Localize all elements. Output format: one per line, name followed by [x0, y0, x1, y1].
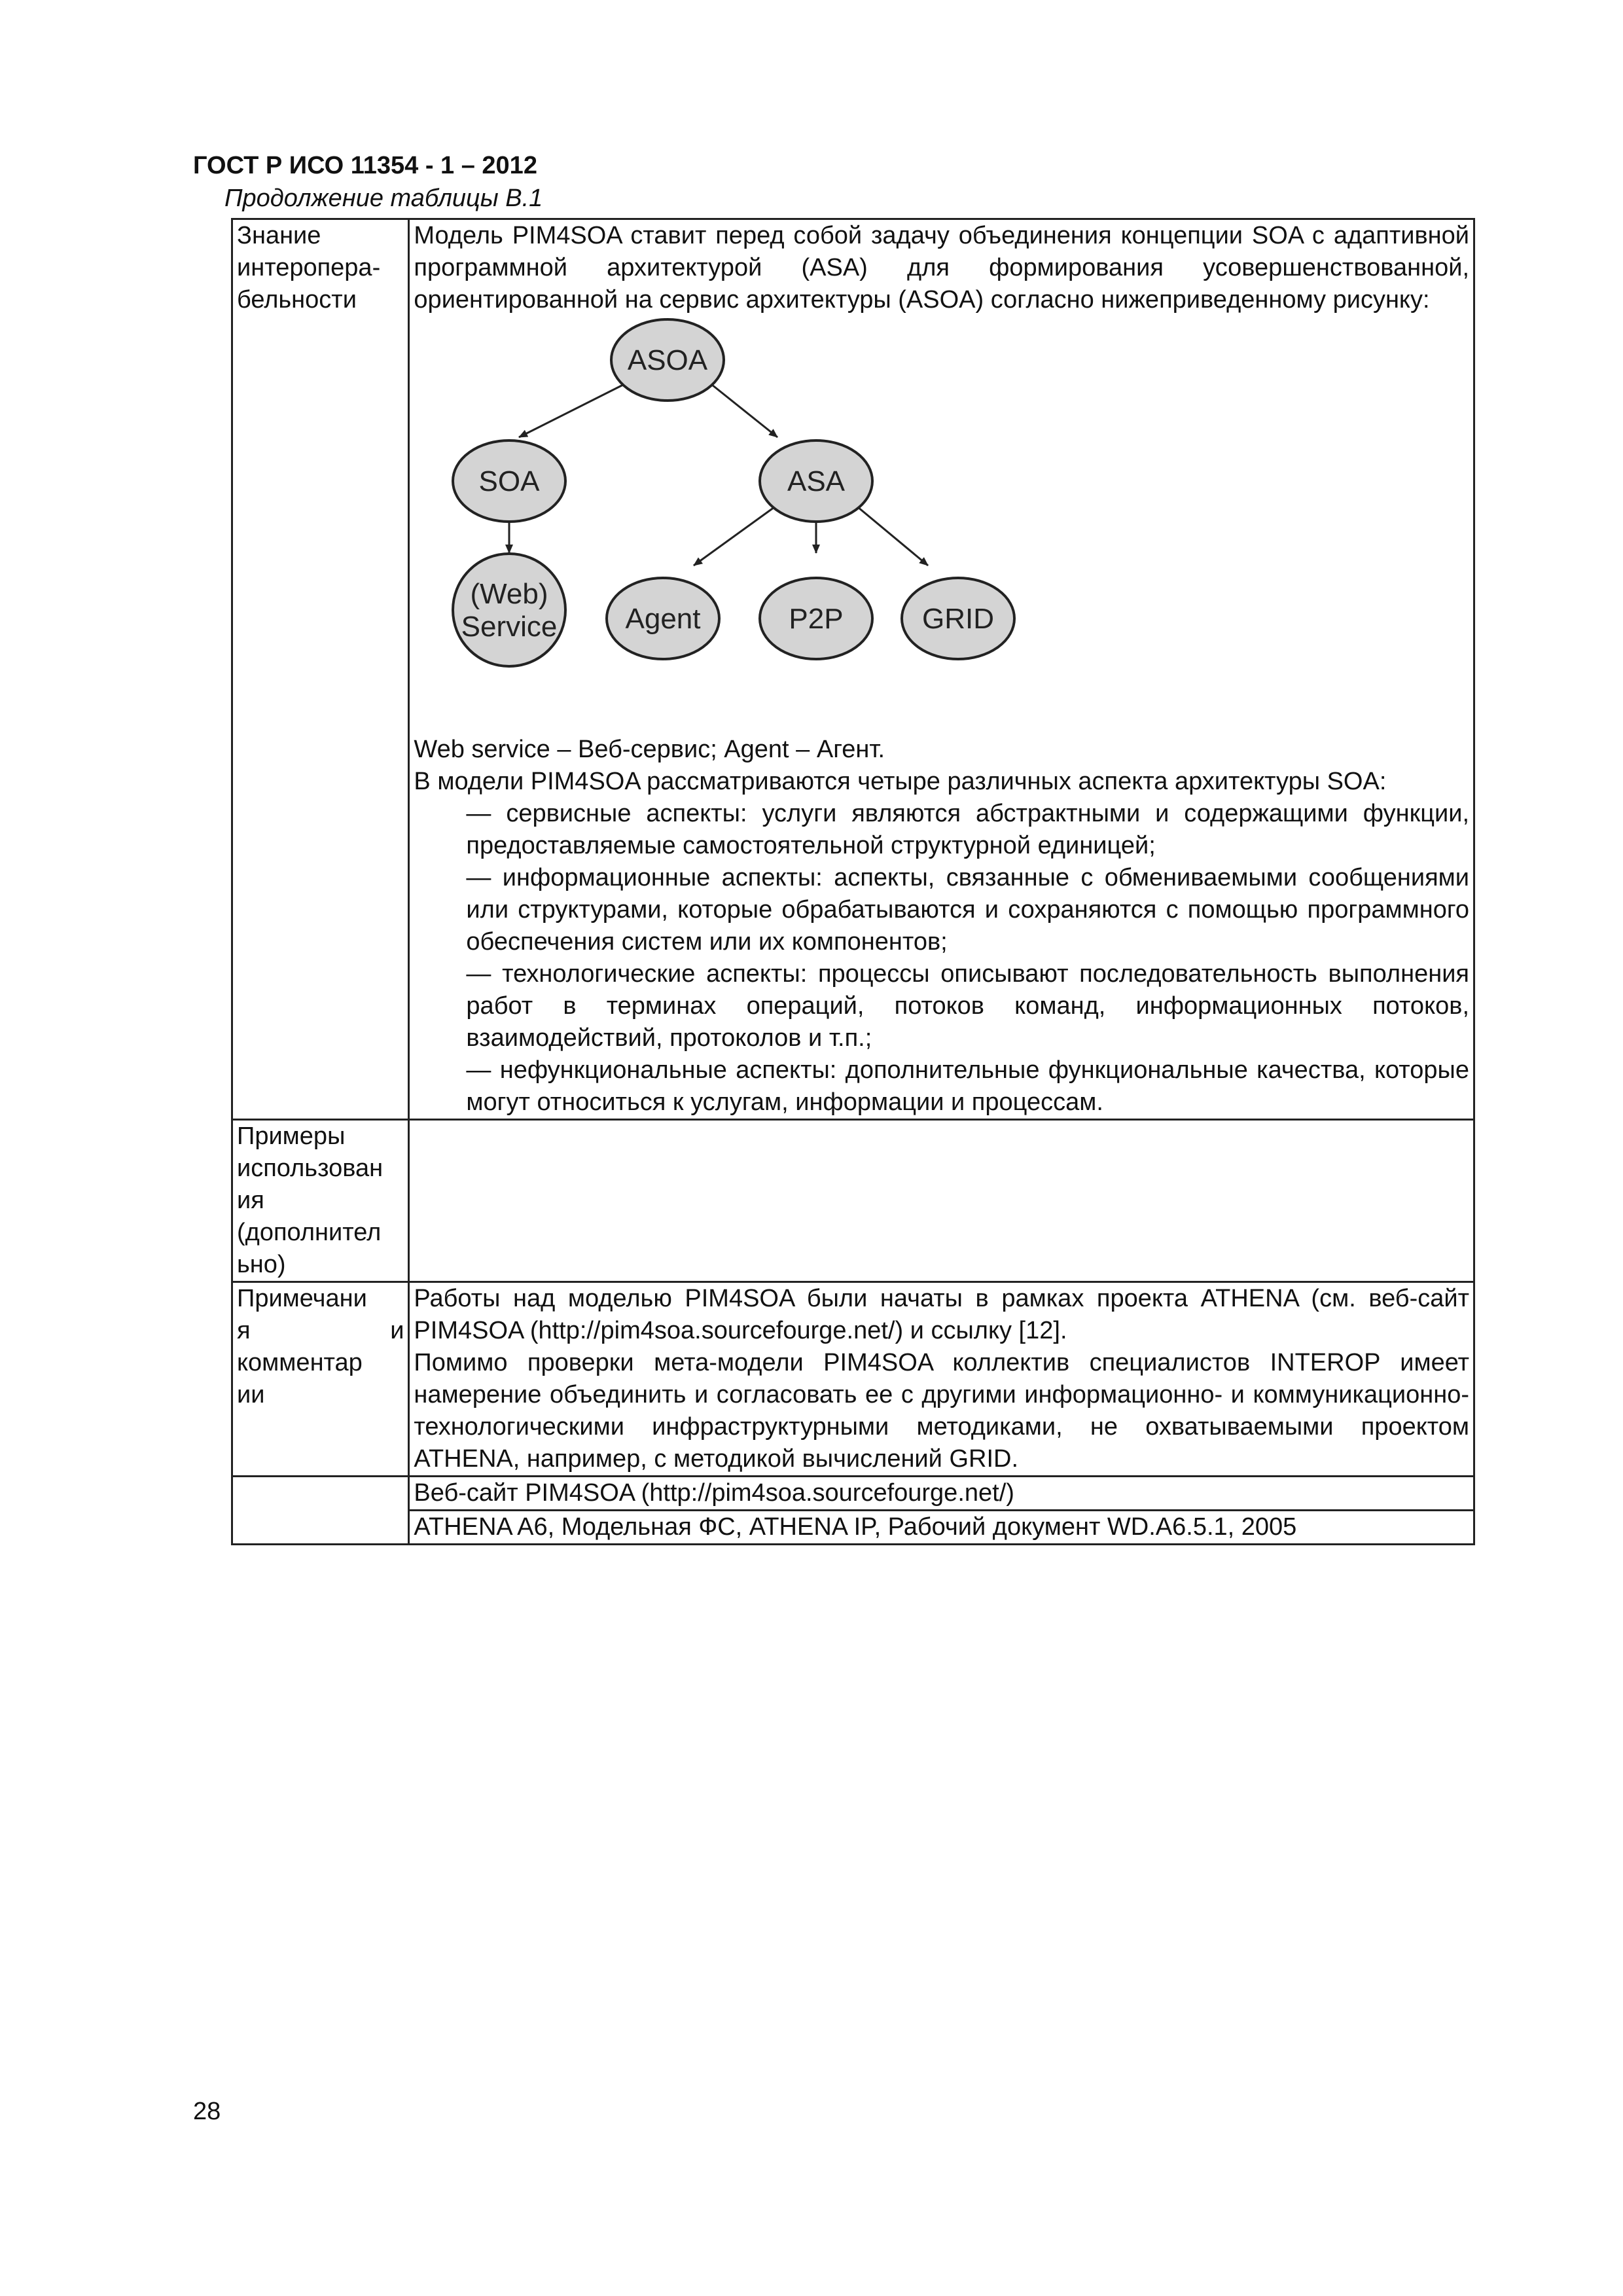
- row-label-line: ии: [237, 1381, 265, 1408]
- reference-cell: ATHENA A6, Модельная ФС, ATHENA IP, Рабочий документ WD.A6.5.1, 2005: [409, 1511, 1474, 1545]
- aspect-item: — информационные аспекты: аспекты, связанные с обмениваемыми сообщениями или структурами, которые обрабатываются и сохраняются с помощью программного обеспечения систем или их компонентов;: [466, 864, 1469, 956]
- aspect-item: — сервисные аспекты: услуги являются абстрактными и содержащими функции, предоставляемые самостоятельной структурной единицей;: [466, 800, 1469, 859]
- row-label-line: ьно): [237, 1251, 286, 1278]
- row-label-line: Примеры: [237, 1122, 346, 1150]
- row-label-line: (дополнител: [237, 1219, 382, 1246]
- row-label-line: Знание: [237, 222, 321, 249]
- page-number: 28: [193, 2098, 221, 2125]
- document-header: ГОСТ Р ИСО 11354 - 1 – 2012: [193, 152, 537, 179]
- row-label-line: комментар: [237, 1349, 363, 1376]
- node-web-label-1: (Web): [470, 578, 548, 610]
- row-label-cell: [232, 1282, 409, 1477]
- table-caption: Продолжение таблицы В.1: [224, 185, 543, 212]
- table-row-reference-1: [232, 1477, 1474, 1511]
- aspect-item: — нефункциональные аспекты: дополнительные функциональные качества, которые могут относиться к услугам, информации и процессам.: [466, 1056, 1469, 1116]
- row-label-line-split: [237, 1315, 404, 1347]
- row-content-cell: [409, 219, 1474, 1120]
- row-label-line: бельности: [237, 286, 357, 314]
- aspects-intro: В модели PIM4SOA рассматриваются четыре различных аспекта архитектуры SOA:: [414, 768, 1387, 795]
- architecture-diagram-svg: [410, 317, 1464, 730]
- notes-paragraph-2: Помимо проверки мета-модели PIM4SOA коллектив специалистов INTEROP имеет намерение объединить и согласовать ее с другими информационно- и коммуникационно-технологическими инфраструктурными методиками, не охватываемыми проектом ATHENA, например, с методикой вычислений GRID.: [414, 1349, 1469, 1473]
- edge-asoa-asa: [712, 385, 777, 437]
- diagram-legend: Web service – Веб-сервис; Agent – Агент.: [414, 736, 885, 763]
- row-label-cell-empty: [232, 1477, 409, 1545]
- table-row-reference-2: [232, 1511, 1474, 1545]
- row-label-line: интеропера-: [237, 254, 381, 281]
- edge-asa-agent: [694, 504, 779, 565]
- node-web-service: [453, 554, 565, 666]
- table-row-interoperability-knowledge: [232, 219, 1474, 1120]
- architecture-diagram: [410, 317, 1464, 730]
- notes-paragraph-1: Работы над моделью PIM4SOA были начаты в рамках проекта ATHENA (см. веб-сайт PIM4SOA (http://pim4soa.sourcefourge.net/) и ссылку [12].: [414, 1285, 1469, 1344]
- reference-cell: Веб-сайт PIM4SOA (http://pim4soa.sourcefourge.net/): [409, 1477, 1474, 1511]
- row-label-line: ия: [237, 1187, 264, 1214]
- row-label-cell: [232, 219, 409, 1120]
- edge-asa-grid: [854, 504, 928, 565]
- row-content-cell-empty: [409, 1120, 1474, 1282]
- row-label-line: использован: [237, 1155, 383, 1182]
- table-row-usage-examples: [232, 1120, 1474, 1282]
- node-grid-label: GRID: [922, 603, 995, 635]
- row-label-line: Примечани: [237, 1285, 367, 1312]
- row-content-cell: [409, 1282, 1474, 1477]
- node-agent-label: Agent: [625, 603, 701, 635]
- aspect-item: — технологические аспекты: процессы описывают последовательность выполнения работ в терминах операций, потоков команд, информационных потоков, взаимодействий, протоколов и т.п.;: [466, 960, 1469, 1052]
- node-asa-label: ASA: [787, 465, 846, 497]
- node-asoa-label: ASOA: [628, 344, 708, 376]
- intro-paragraph: Модель PIM4SOA ставит перед собой задачу объединения концепции SOA с адаптивной программной архитектурой (ASA) для формирования усовершенствованной, ориентированной на сервис архитектуры (ASOA) согласно нижеприведенному рисунку:: [414, 222, 1469, 314]
- row-label-cell: [232, 1120, 409, 1282]
- row-label-fragment: и: [390, 1317, 404, 1344]
- edge-asoa-soa: [519, 385, 623, 437]
- node-p2p-label: P2P: [789, 603, 844, 635]
- row-label-fragment: я: [237, 1317, 251, 1344]
- node-web-label-2: Service: [461, 611, 558, 643]
- standard-table: [231, 218, 1475, 1545]
- node-soa-label: SOA: [478, 465, 540, 497]
- table-row-notes: [232, 1282, 1474, 1477]
